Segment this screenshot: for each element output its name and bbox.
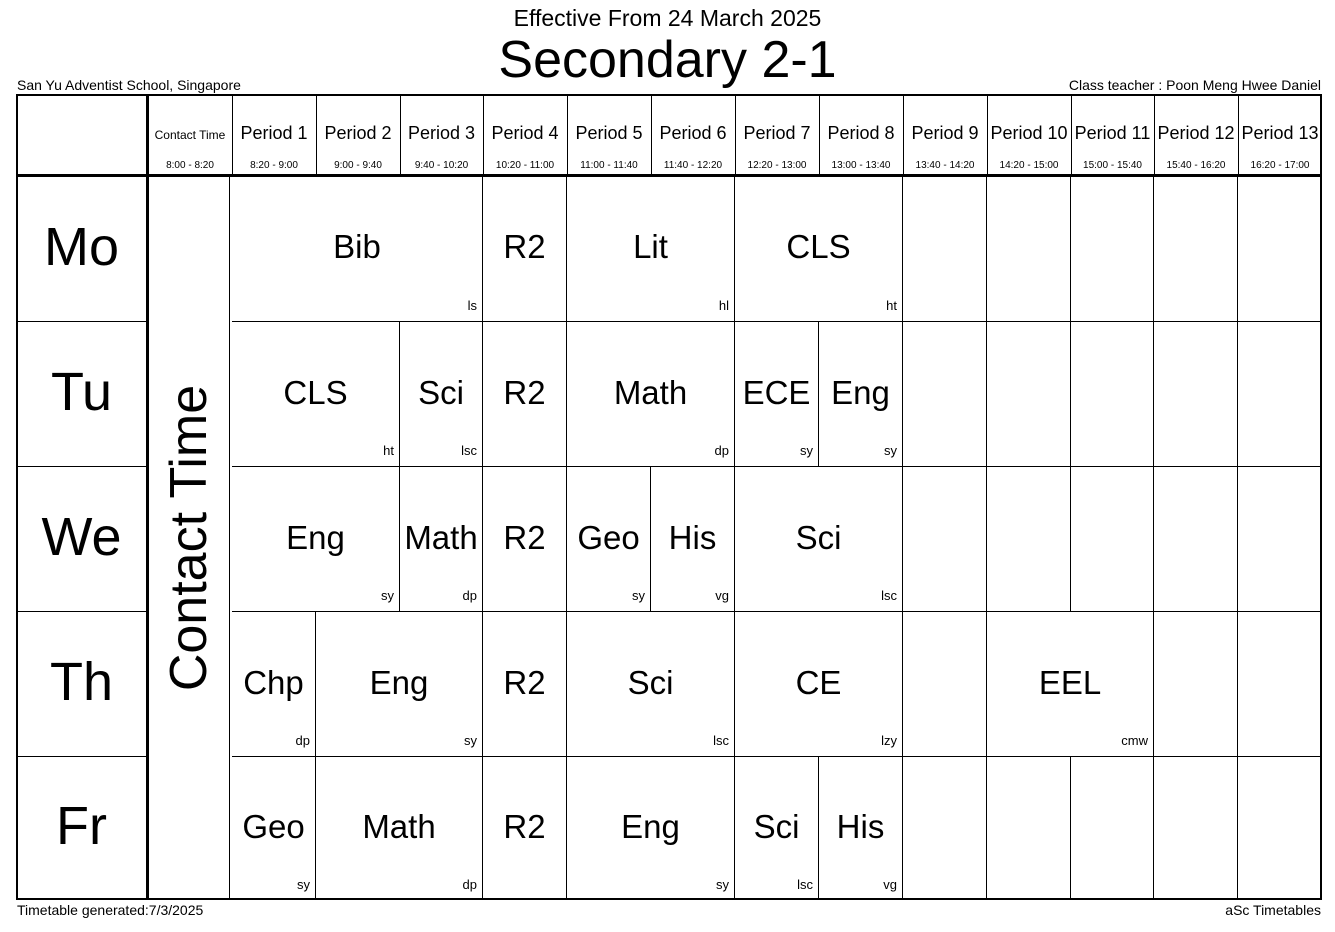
school-name: San Yu Adventist School, Singapore: [17, 77, 241, 93]
lesson-cell: [567, 466, 651, 611]
contact-time-block: [148, 177, 230, 899]
lesson-subject: R2: [503, 518, 546, 556]
lesson-teacher: dp: [714, 443, 729, 458]
lesson-subject: Math: [404, 518, 478, 556]
period-header: [1071, 94, 1154, 174]
lesson-subject: CLS: [786, 227, 851, 265]
period-time: 9:40 - 10:20: [414, 160, 469, 171]
day-row-line: [16, 611, 147, 612]
software-credit: aSc Timetables: [1225, 902, 1321, 918]
day-label: Th: [49, 651, 114, 712]
period-name: Period 13: [1241, 123, 1319, 143]
lesson-cell: [735, 756, 819, 900]
period-time: 10:20 - 11:00: [495, 160, 555, 171]
lesson-subject: EEL: [1038, 663, 1102, 701]
lesson-cell: [483, 321, 567, 466]
lesson-cell: [483, 756, 567, 900]
lesson-subject: Eng: [621, 808, 680, 845]
lesson-teacher: ht: [383, 443, 394, 458]
lesson-cell: [483, 611, 567, 756]
period-name: Period 3: [407, 123, 476, 143]
period-name: Period 7: [743, 123, 811, 143]
lesson-cell: [567, 756, 735, 900]
lesson-teacher: ht: [886, 298, 897, 313]
lesson-cell: [316, 611, 483, 756]
empty-cell: [903, 611, 987, 756]
empty-cell: [987, 321, 1071, 466]
period-header: [819, 94, 903, 174]
lesson-cell: [400, 321, 483, 466]
day-label: Mo: [43, 216, 119, 277]
period-time: 12:20 - 13:00: [747, 160, 807, 171]
class-teacher: Class teacher : Poon Meng Hwee Daniel: [1068, 77, 1321, 93]
day-row-line: [16, 756, 147, 757]
empty-cell: [987, 176, 1071, 321]
lesson-teacher: ls: [467, 298, 477, 313]
empty-cell: [1154, 466, 1238, 611]
lesson-cell: [232, 756, 316, 900]
period-header: [1238, 94, 1322, 174]
empty-cell: [903, 756, 987, 900]
lesson-cell: [232, 611, 316, 756]
period-time: 8:00 - 8:20: [166, 160, 214, 171]
period-header: [148, 94, 232, 174]
effective-date: Effective From 24 March 2025: [513, 5, 822, 31]
lesson-cell: [819, 756, 903, 900]
lesson-cell: [987, 611, 1154, 756]
period-header: [316, 94, 400, 174]
lesson-teacher: hl: [718, 298, 729, 313]
period-time: 8:20 - 9:00: [250, 160, 298, 171]
period-name: Period 1: [240, 123, 308, 143]
lesson-subject: Eng: [286, 518, 345, 556]
lesson-cell: [483, 466, 567, 611]
empty-cell: [1071, 466, 1154, 611]
day-label: Fr: [56, 796, 107, 856]
lesson-teacher: sy: [884, 443, 897, 458]
empty-cell: [987, 756, 1071, 900]
period-name: Period 10: [990, 123, 1068, 143]
lesson-subject: Geo: [242, 808, 305, 845]
lesson-teacher: lsc: [713, 733, 729, 748]
period-header: [1154, 94, 1238, 174]
lesson-subject: Eng: [831, 373, 890, 411]
lesson-cell: [735, 466, 903, 611]
day-row-line: [16, 466, 147, 467]
period-time: 9:00 - 9:40: [334, 160, 382, 171]
lesson-subject: R2: [503, 373, 546, 411]
period-name: Contact Time: [154, 128, 226, 142]
period-time: 11:00 - 11:40: [580, 160, 638, 171]
lesson-cell: [567, 321, 735, 466]
empty-cell: [1071, 176, 1154, 321]
lesson-subject: His: [668, 518, 717, 556]
lesson-teacher: sy: [464, 733, 477, 748]
lesson-subject: Bib: [333, 227, 381, 265]
lesson-subject: CLS: [283, 373, 348, 411]
empty-cell: [1154, 321, 1238, 466]
lesson-teacher: sy: [716, 877, 729, 892]
lesson-cell: [567, 611, 735, 756]
period-time: 14:20 - 15:00: [999, 160, 1059, 171]
lesson-teacher: vg: [715, 588, 729, 603]
page-title: Secondary 2-1: [498, 31, 837, 89]
lesson-teacher: dp: [462, 877, 477, 892]
empty-cell: [1238, 176, 1322, 321]
empty-cell: [1154, 176, 1238, 321]
lesson-subject: R2: [503, 663, 546, 701]
day-label: Tu: [50, 361, 112, 422]
period-header: [483, 94, 567, 174]
contact-time-label: Contact Time: [160, 384, 218, 692]
lesson-subject: CE: [795, 663, 842, 701]
period-name: Period 5: [575, 123, 643, 143]
empty-cell: [1238, 321, 1322, 466]
lesson-teacher: lsc: [881, 588, 897, 603]
lesson-teacher: dp: [462, 588, 477, 603]
lesson-teacher: lsc: [461, 443, 477, 458]
period-time: 13:00 - 13:40: [831, 160, 891, 171]
generated-date: Timetable generated:7/3/2025: [17, 902, 204, 918]
period-time: 15:40 - 16:20: [1166, 160, 1226, 171]
lesson-subject: Sci: [627, 663, 674, 701]
lesson-subject: Lit: [633, 227, 668, 265]
period-name: Period 11: [1074, 123, 1151, 143]
lesson-cell: [735, 611, 903, 756]
lesson-cell: [651, 466, 735, 611]
lesson-cell: [400, 466, 483, 611]
period-name: Period 8: [827, 123, 895, 143]
lesson-cell: [483, 176, 567, 321]
period-name: Period 4: [491, 123, 559, 143]
lesson-subject: ECE: [742, 373, 811, 411]
empty-cell: [987, 466, 1071, 611]
day-row-line: [16, 321, 147, 322]
lesson-teacher: sy: [632, 588, 645, 603]
lesson-cell: [735, 176, 903, 321]
lesson-subject: R2: [503, 808, 546, 845]
lesson-subject: Chp: [243, 663, 304, 701]
period-header: [651, 94, 735, 174]
period-name: Period 6: [659, 123, 727, 143]
lesson-cell: [567, 176, 735, 321]
lesson-subject: Sci: [418, 373, 464, 411]
period-time: 15:00 - 15:40: [1083, 160, 1142, 171]
empty-cell: [1238, 611, 1322, 756]
lesson-subject: Geo: [577, 518, 640, 556]
lesson-cell: [232, 321, 400, 466]
lesson-teacher: sy: [297, 877, 310, 892]
lesson-teacher: lzy: [881, 733, 897, 748]
lesson-subject: His: [836, 808, 885, 845]
empty-cell: [1238, 756, 1322, 900]
lesson-teacher: sy: [800, 443, 813, 458]
period-time: 11:40 - 12:20: [663, 160, 723, 171]
lesson-subject: Eng: [369, 663, 429, 701]
empty-cell: [903, 176, 987, 321]
lesson-cell: [316, 756, 483, 900]
lesson-cell: [232, 176, 483, 321]
period-name: Period 2: [324, 123, 392, 143]
lesson-cell: [232, 466, 400, 611]
lesson-subject: Math: [362, 808, 436, 845]
day-label: We: [41, 506, 122, 567]
empty-cell: [1238, 466, 1322, 611]
empty-cell: [903, 466, 987, 611]
period-header: [987, 94, 1071, 174]
lesson-subject: Sci: [795, 518, 842, 556]
lesson-subject: Sci: [753, 808, 800, 845]
empty-cell: [1071, 321, 1154, 466]
period-header: [567, 94, 651, 174]
period-header: [903, 94, 987, 174]
period-time: 16:20 - 17:00: [1250, 160, 1310, 171]
period-header: [400, 94, 483, 174]
period-time: 13:40 - 14:20: [915, 160, 975, 171]
period-header: [232, 94, 316, 174]
lesson-teacher: sy: [381, 588, 394, 603]
empty-cell: [903, 321, 987, 466]
period-header: [735, 94, 819, 174]
empty-cell: [1154, 756, 1238, 900]
lesson-teacher: cmw: [1121, 733, 1148, 748]
lesson-teacher: vg: [883, 877, 897, 892]
empty-cell: [1071, 756, 1154, 900]
lesson-subject: Math: [613, 373, 688, 411]
lesson-subject: R2: [503, 227, 546, 265]
lesson-teacher: lsc: [797, 877, 813, 892]
lesson-teacher: dp: [295, 733, 310, 748]
period-name: Period 12: [1157, 123, 1235, 143]
lesson-cell: [735, 321, 819, 466]
period-name: Period 9: [911, 123, 979, 143]
empty-cell: [1154, 611, 1238, 756]
lesson-cell: [819, 321, 903, 466]
